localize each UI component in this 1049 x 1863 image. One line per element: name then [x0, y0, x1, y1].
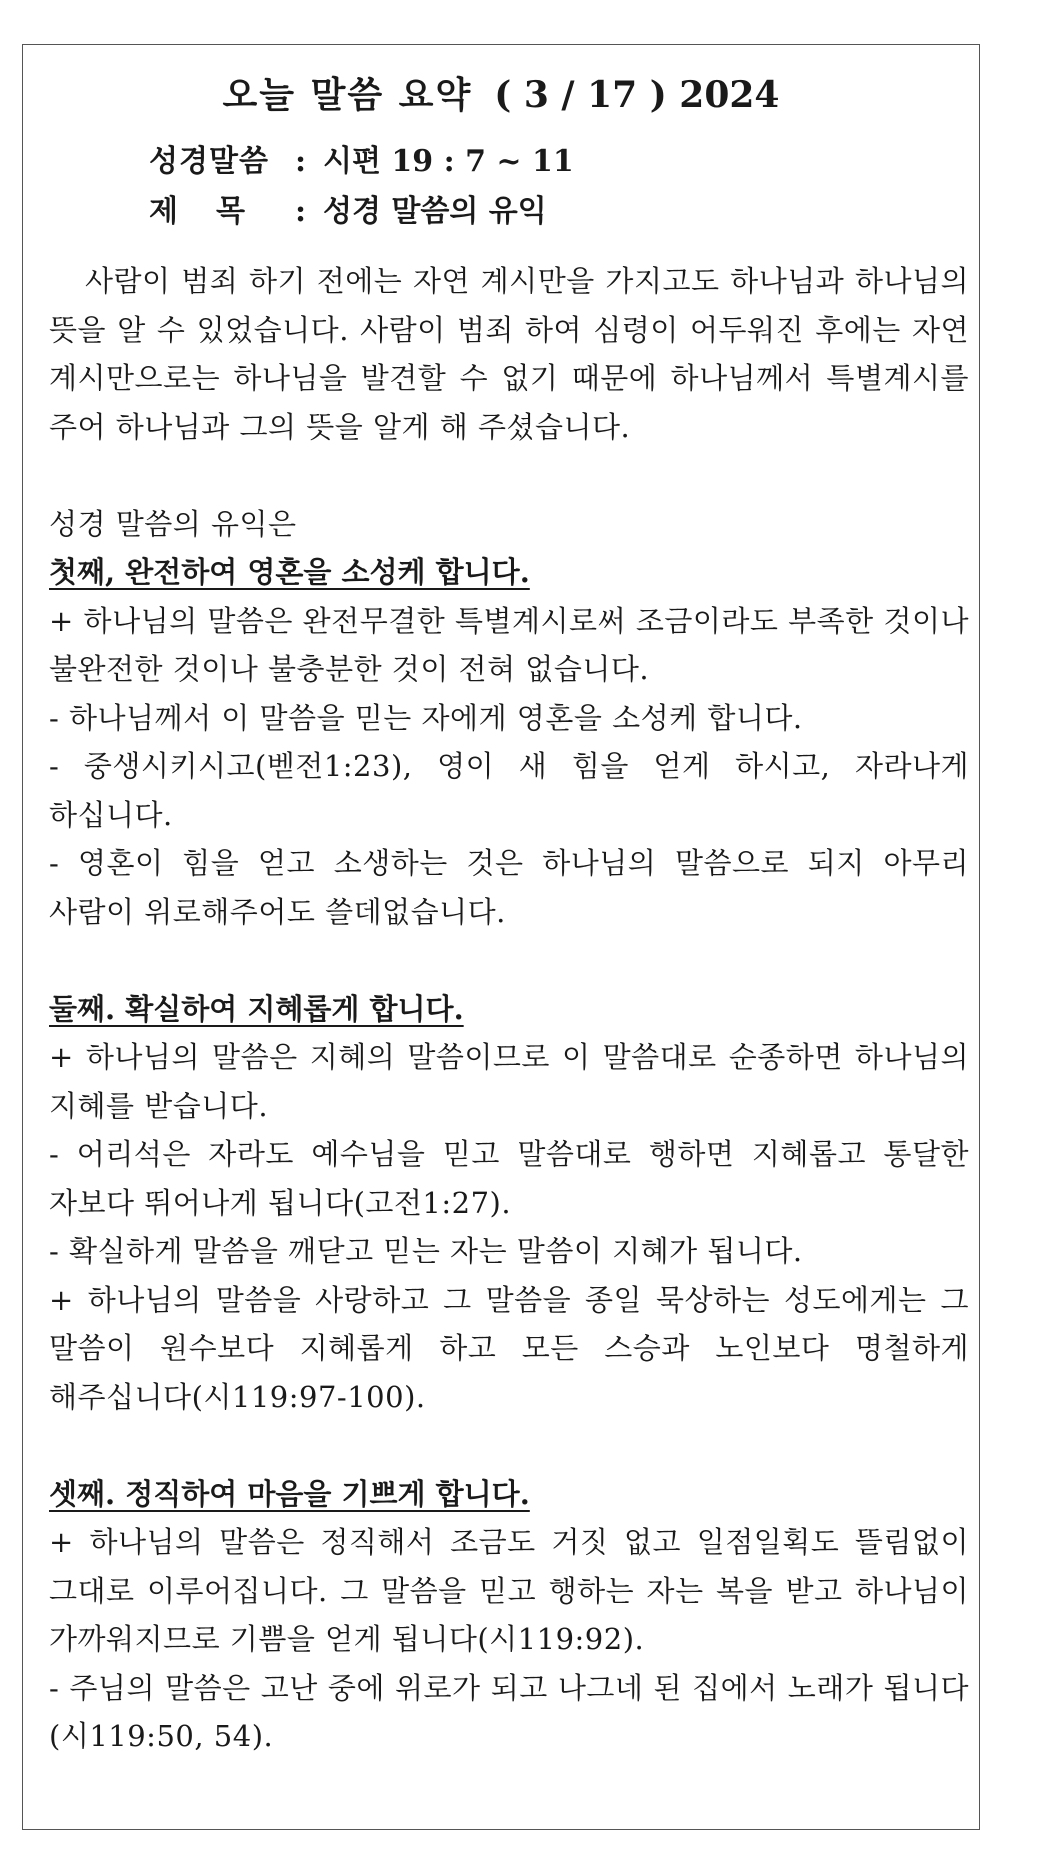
topic-separator: : [295, 194, 307, 229]
page-title [49, 67, 953, 123]
sermon-summary-sheet [22, 44, 980, 1830]
section-first [49, 548, 979, 936]
scripture-value: 시편 19 : 7 ~ 11 [323, 144, 574, 179]
topic-value: 성경 말씀의 유익 [323, 194, 547, 229]
spacer [49, 451, 979, 500]
spacer [49, 1421, 979, 1470]
title-date: ( 3 / 17 ) 2024 [494, 74, 780, 116]
sermon-body [49, 257, 979, 1761]
scripture-row [49, 137, 979, 187]
section-point: - 확실하게 말씀을 깨닫고 믿는 자는 말씀이 지혜가 됩니다. [49, 1234, 803, 1268]
section-point: + 하나님의 말씀은 지혜의 말씀이므로 이 말씀대로 순종하면 하나님의 지혜를 받습니다. [49, 1040, 969, 1123]
section-point: - 어리석은 자라도 예수님을 믿고 말씀대로 행하면 지혜롭고 통달한 자보다 뛰어나게 됩니다(고전1:27). [49, 1137, 969, 1220]
section-point: - 영혼이 힘을 얻고 소생하는 것은 하나님의 말씀으로 되지 아무리 사람이 위로해주어도 쓸데없습니다. [49, 846, 969, 929]
section-second [49, 985, 979, 1422]
section-point: - 주님의 말씀은 고난 중에 위로가 되고 나그네 된 집에서 노래가 됩니다(시119:50, 54). [49, 1670, 969, 1753]
spacer [49, 936, 979, 985]
section-heading: 셋째. 정직하여 마음을 기쁘게 합니다. [49, 1476, 530, 1511]
lead-text: 성경 말씀의 유익은 [49, 506, 297, 541]
title-text: 오늘 말씀 요약 [222, 74, 473, 116]
topic-row [49, 187, 979, 237]
scripture-label: 성경말씀 [149, 144, 269, 179]
section-point: + 하나님의 말씀을 사랑하고 그 말씀을 종일 묵상하는 성도에게는 그 말씀이 원수보다 지혜롭게 하고 모든 스승과 노인보다 명철하게 해주십니다(시119:97-100). [49, 1282, 969, 1414]
topic-label: 제목 [149, 194, 283, 229]
scripture-separator: : [295, 144, 307, 179]
section-heading: 둘째. 확실하여 지혜롭게 합니다. [49, 991, 464, 1026]
intro-paragraph: 사람이 범죄 하기 전에는 자연 계시만을 가지고도 하나님과 하나님의 뜻을 알 수 있었습니다. 사람이 범죄 하여 심령이 어두워진 후에는 자연 계시만으로는 하나님을 발견할 수 없기 때문에 하나님께서 특별계시를 주어 하나님과 그의 뜻을 알게 해 주셨습니다. [49, 264, 969, 444]
section-third [49, 1470, 979, 1761]
section-point: - 하나님께서 이 말씀을 믿는 자에게 영혼을 소성케 합니다. [49, 700, 803, 735]
section-heading: 첫째, 완전하여 영혼을 소성케 합니다. [49, 555, 530, 589]
section-point: + 하나님의 말씀은 완전무결한 특별계시로써 조금이라도 부족한 것이나 불완전한 것이나 불충분한 것이 전혀 없습니다. [49, 603, 969, 686]
section-point: + 하나님의 말씀은 정직해서 조금도 거짓 없고 일점일획도 뜰림없이 그대로 이루어집니다. 그 말씀을 믿고 행하는 자는 복을 받고 하나님이 가까워지므로 기쁨을 얻게 됩니다(시119:92). [49, 1525, 969, 1656]
section-point: - 중생시키시고(벧전1:23), 영이 새 힘을 얻게 하시고, 자라나게 하십니다. [49, 749, 969, 832]
